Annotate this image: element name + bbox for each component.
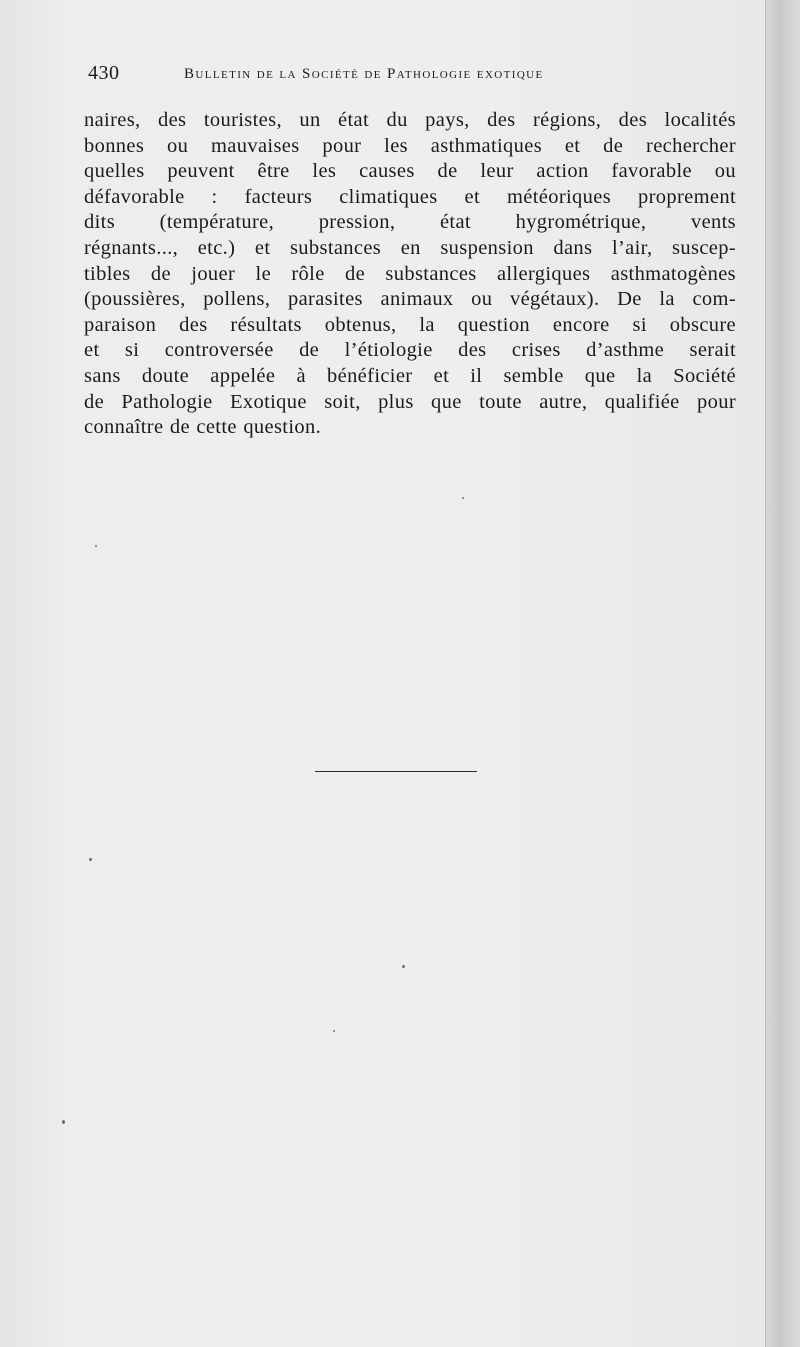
page-header (88, 60, 648, 92)
text-line: de Pathologie Exotique soit, plus que toute autre, qualifiée pour (84, 390, 736, 413)
paper-speck (62, 1120, 65, 1124)
paper-speck (95, 545, 97, 547)
paper-speck (89, 858, 92, 861)
text-line: naires, des touristes, un état du pays, des régions, des localités (84, 109, 736, 131)
paper-speck (462, 497, 464, 499)
paper-speck (333, 1030, 335, 1032)
text-line: quelles peuvent être les causes de leur action favorable ou (84, 160, 736, 183)
paper-speck (402, 965, 405, 968)
text-line: bonnes ou mauvaises pour les asthmatiques et de rechercher (84, 134, 736, 157)
page-number: 430 (88, 62, 120, 84)
text-line: et si controversée de l’étiologie des crises d’asthme serait (84, 339, 736, 362)
section-divider (315, 771, 477, 772)
text-line: régnants..., etc.) et substances en suspension dans l’air, suscep- (84, 236, 736, 259)
text-line: paraison des résultats obtenus, la question encore si obscure (84, 313, 736, 336)
text-line: connaître de cette question. (84, 416, 322, 439)
page-binding-edge (765, 0, 800, 1347)
text-line: (poussières, pollens, parasites animaux ou végétaux). De la com- (84, 288, 736, 311)
running-head: Bulletin de la Société de Pathologie exotique (184, 66, 544, 82)
body-paragraph (84, 108, 736, 441)
text-line: défavorable : facteurs climatiques et météoriques proprement (84, 185, 736, 208)
text-line: dits (température, pression, état hygrométrique, vents (84, 211, 736, 234)
text-line: sans doute appelée à bénéficier et il semble que la Société (84, 364, 736, 387)
text-line: tibles de jouer le rôle de substances allergiques asthmatogènes (84, 262, 736, 285)
